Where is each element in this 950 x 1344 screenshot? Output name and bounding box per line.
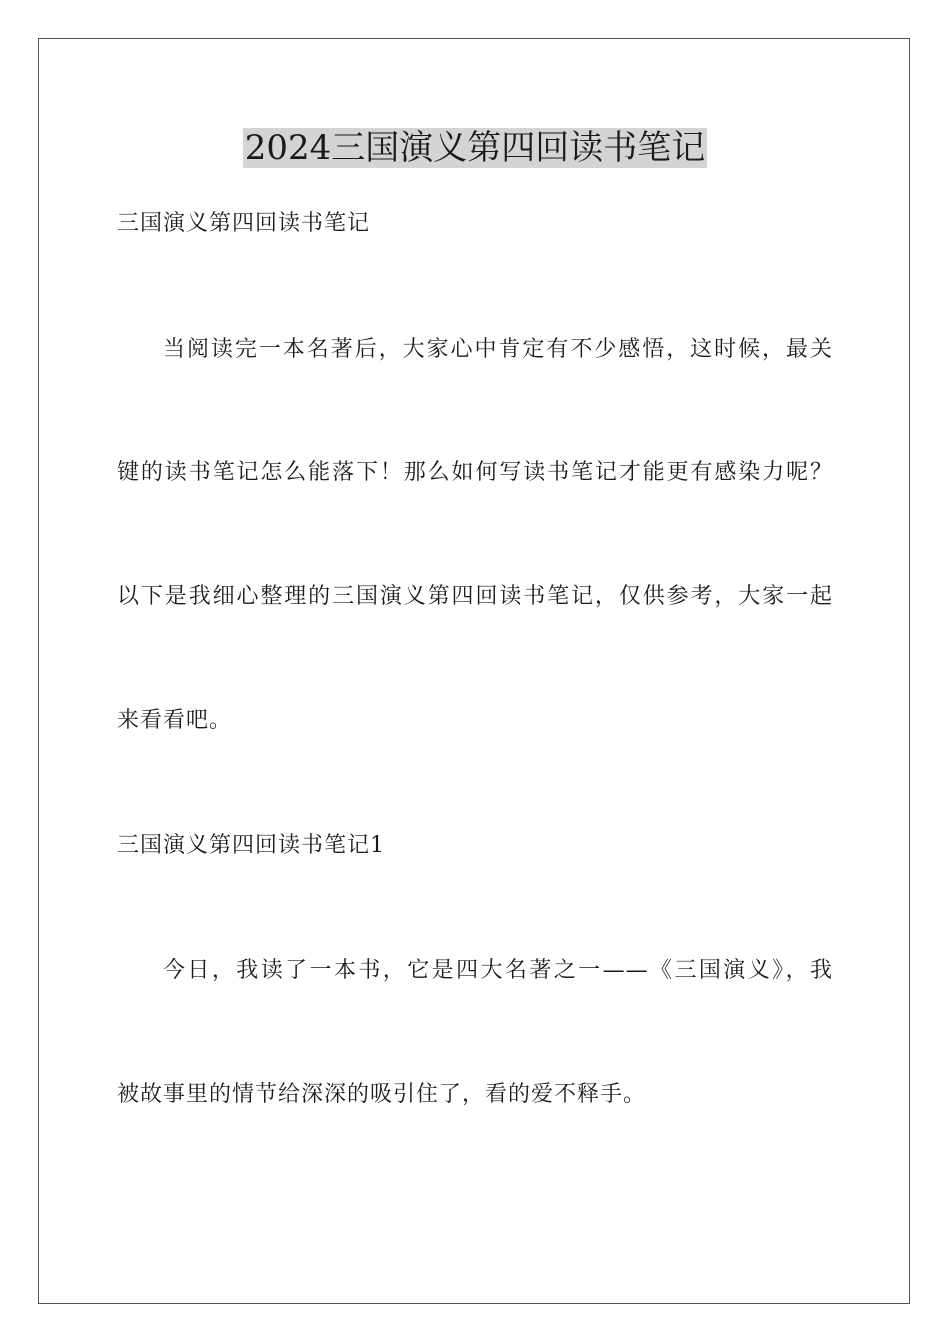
intro-line-4: 来看看吧。 <box>117 708 233 733</box>
intro-line-1: 当阅读完一本名著后，大家心中肯定有不少感悟，这时候，最关 <box>163 337 833 362</box>
section-heading: 三国演义第四回读书笔记1 <box>117 833 385 858</box>
document-title <box>0 126 950 170</box>
section-line-1: 今日，我读了一本书，它是四大名著之一——《三国演义》，我 <box>163 958 833 983</box>
intro-line-3: 以下是我细心整理的三国演义第四回读书笔记，仅供参考，大家一起 <box>117 584 833 609</box>
intro-line-2: 键的读书笔记怎么能落下！那么如何写读书笔记才能更有感染力呢？ <box>117 460 833 485</box>
section-line-2: 被故事里的情节给深深的吸引住了，看的爱不释手。 <box>117 1082 647 1107</box>
document-subtitle: 三国演义第四回读书笔记 <box>117 211 371 236</box>
document-title-text: 2024三国演义第四回读书笔记 <box>244 128 706 168</box>
